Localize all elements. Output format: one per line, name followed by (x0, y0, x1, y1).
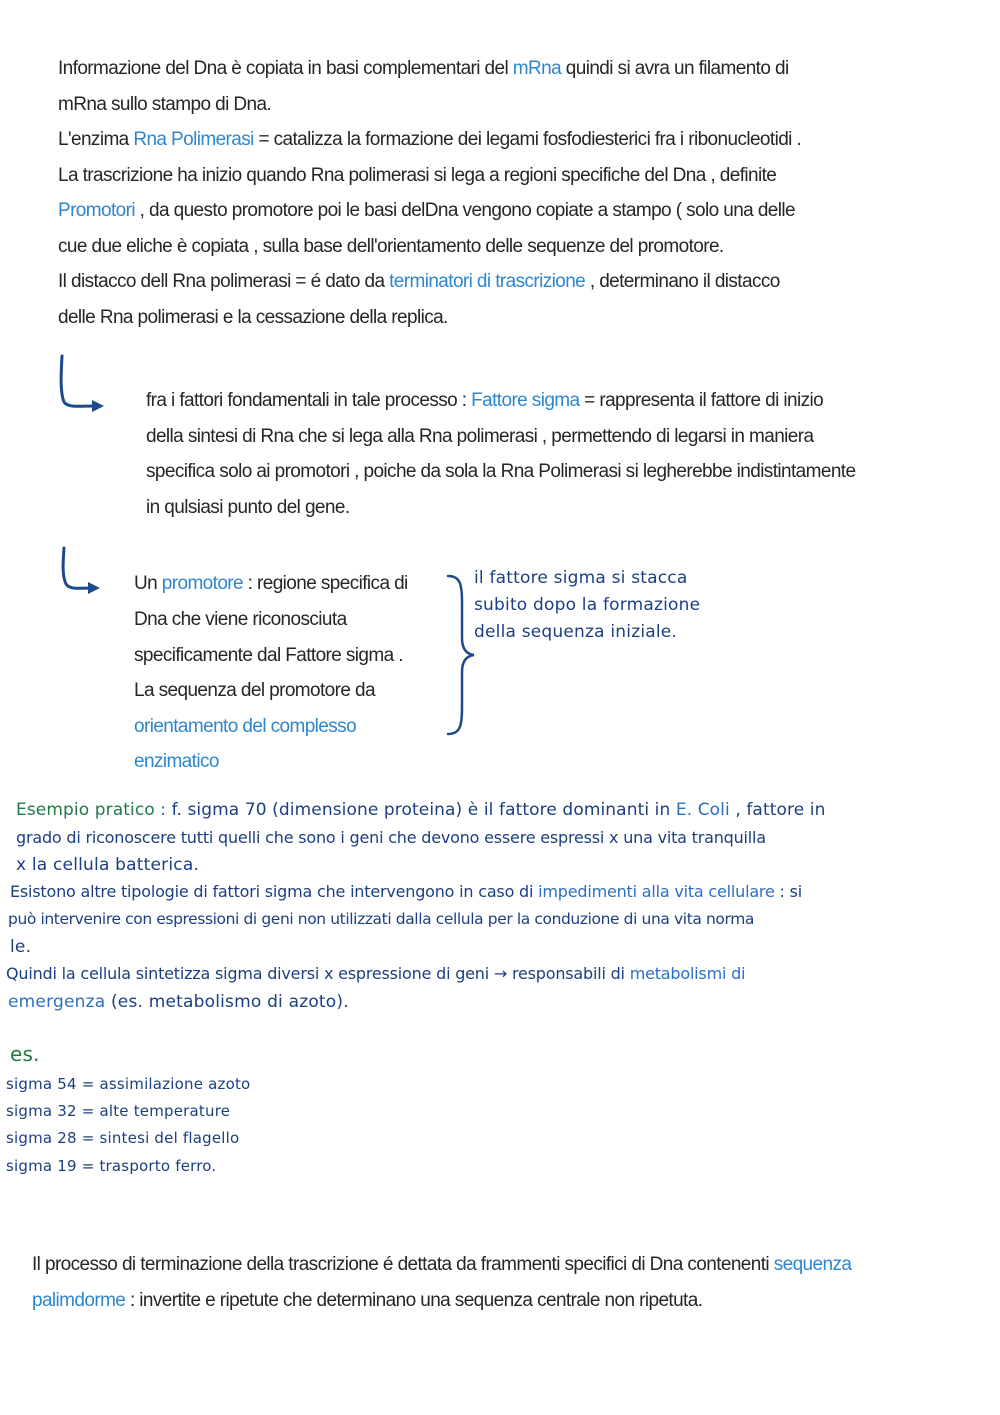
intro-line-3: L'enzima Rna Polimerasi = catalizza la formazione dei legami fosfodiesterici fra i ribonucleotidi . (58, 129, 802, 150)
example-line-2: grado di riconoscere tutti quelli che sono i geni che devono essere espressi x una vita tranquilla (16, 828, 766, 847)
promoter-line-2: Dna che viene riconosciuta (134, 609, 347, 630)
example-line-1: Esempio pratico : f. sigma 70 (dimensione proteina) è il fattore dominanti in E. Coli , fattore in (16, 800, 826, 820)
promoter-line-5: orientamento del complesso (134, 716, 357, 737)
highlight-metabolismi: metabolismi di (629, 964, 746, 983)
arrow-1-icon (56, 352, 112, 416)
promoter-line-6: enzimatico (134, 751, 219, 772)
sigma-line-1: fra i fattori fondamentali in tale processo : Fattore sigma = rappresenta il fattore di inizio (146, 390, 824, 411)
sigma-line-3: specifica solo ai promotori , poiche da sola la Rna Polimerasi si legherebbe indistintamente (146, 461, 856, 482)
highlight-emergenza: emergenza (8, 992, 106, 1012)
es-item-2: sigma 32 = alte temperature (6, 1102, 231, 1120)
highlight-sequenza: sequenza (773, 1254, 852, 1275)
intro-line-2: mRna sullo stampo di Dna. (58, 94, 272, 115)
other-line-2: può intervenire con espressioni di geni non utilizzati dalla cellula per la conduzione di una vita norma (8, 910, 755, 928)
termination-line-2: palimdorme : invertite e ripetute che determinano una sequenza centrale non ripetuta. (32, 1290, 703, 1311)
promoter-line-1: Un promotore : regione specifica di (134, 573, 408, 594)
sigma-line-2: della sintesi di Rna che si lega alla Rna polimerasi , permettendo di legarsi in maniera (146, 426, 814, 447)
curly-brace-icon (444, 572, 478, 738)
arrow-2-icon (58, 544, 108, 600)
example-label: Esempio pratico : (16, 800, 167, 820)
termination-line-1: Il processo di terminazione della trascrizione é dettata da frammenti specifici di Dna contenenti sequenza (32, 1254, 852, 1275)
intro-line-8: delle Rna polimerasi e la cessazione della replica. (58, 307, 448, 328)
example-line-3: x la cellula batterica. (16, 855, 200, 875)
highlight-rna-polimerasi: Rna Polimerasi (133, 129, 254, 150)
intro-line-4: La trascrizione ha inizio quando Rna polimerasi si lega a regioni specifiche del Dna , definite (58, 165, 777, 186)
intro-line-6: cue due eliche è copiata , sulla base dell'orientamento delle sequenze del promotore. (58, 236, 724, 257)
right-arrow-icon: → (493, 964, 508, 983)
highlight-promotori: Promotori (58, 200, 135, 221)
intro-line-5: Promotori , da questo promotore poi le basi delDna vengono copiate a stampo ( solo una delle (58, 200, 795, 221)
brace-note-line-2: subito dopo la formazione (474, 595, 701, 615)
highlight-promotore: promotore (161, 573, 243, 594)
es-item-4: sigma 19 = trasporto ferro. (6, 1157, 217, 1175)
highlight-palimdorme: palimdorme (32, 1290, 126, 1311)
highlight-mrna: mRna (512, 58, 562, 79)
intro-line-7: Il distacco dell Rna polimerasi = é dato da terminatori di trascrizione , determinano il distacco (58, 271, 780, 292)
highlight-terminatori: terminatori di trascrizione (389, 271, 586, 292)
other-line-5: emergenza (es. metabolismo di azoto). (8, 992, 349, 1012)
other-line-1: Esistono altre tipologie di fattori sigma che intervengono in caso di impedimenti alla vita cellulare : si (10, 882, 802, 901)
promoter-line-4: La sequenza del promotore da (134, 680, 375, 701)
brace-note-line-1: il fattore sigma si stacca (474, 568, 688, 588)
other-line-4: Quindi la cellula sintetizza sigma diversi x espressione di geni → responsabili di metabolismi di (6, 964, 746, 983)
brace-note-line-3: della sequenza iniziale. (474, 622, 678, 642)
es-item-1: sigma 54 = assimilazione azoto (6, 1075, 251, 1093)
highlight-ecoli: E. Coli (675, 800, 730, 820)
highlight-fattore-sigma: Fattore sigma (471, 390, 580, 411)
sigma-line-4: in qulsiasi punto del gene. (146, 497, 350, 518)
highlight-impedimenti: impedimenti alla vita cellulare (538, 882, 775, 901)
intro-line-1: Informazione del Dna è copiata in basi complementari del mRna quindi si avra un filamento di (58, 58, 789, 79)
other-line-3: le. (10, 937, 32, 957)
promoter-line-3: specificamente dal Fattore sigma . (134, 645, 403, 666)
es-item-3: sigma 28 = sintesi del flagello (6, 1129, 240, 1147)
es-label: es. (10, 1042, 40, 1066)
